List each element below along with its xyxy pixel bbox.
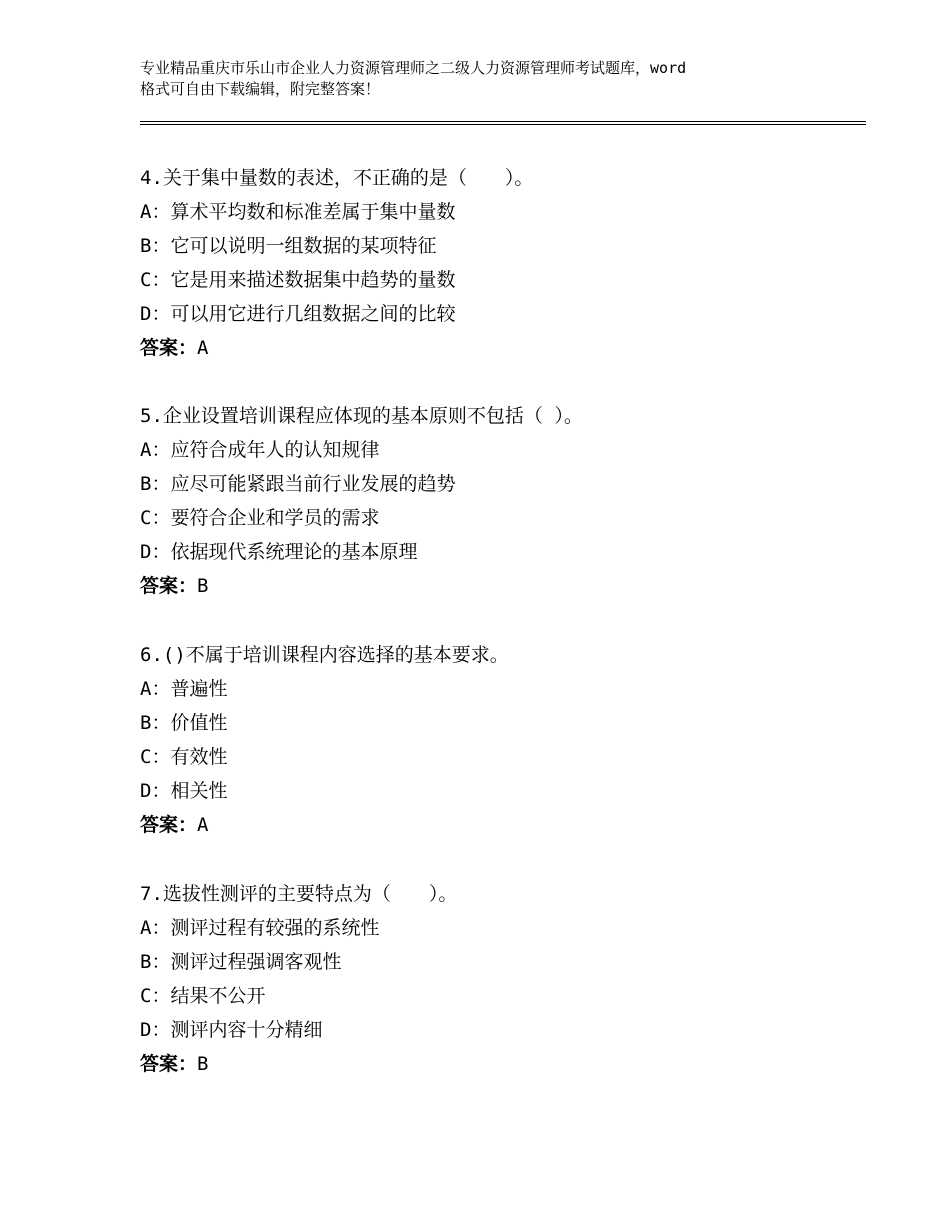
header-line-2: 格式可自由下载编辑，附完整答案！	[140, 80, 381, 98]
question-stem: 7.选拔性测评的主要特点为（ ）。	[140, 883, 458, 905]
option-b: B：应尽可能紧跟当前行业发展的趋势	[140, 473, 456, 495]
option-a: A：算术平均数和标准差属于集中量数	[140, 201, 456, 223]
option-d: D：可以用它进行几组数据之间的比较	[140, 303, 456, 325]
question-5	[140, 399, 866, 603]
header-divider-top	[140, 121, 866, 122]
answer-label: 答案：	[140, 575, 198, 597]
answer-value: A	[197, 814, 209, 836]
answer-line	[140, 569, 866, 603]
answer-value: A	[197, 337, 209, 359]
question-7	[140, 877, 866, 1081]
question-stem: 4.关于集中量数的表述，不正确的是（ ）。	[140, 167, 534, 189]
header-line-1: 专业精品重庆市乐山市企业人力资源管理师之二级人力资源管理师考试题库，word	[140, 59, 687, 77]
question-4	[140, 161, 866, 365]
option-b: B：它可以说明一组数据的某项特征	[140, 235, 437, 257]
option-d: D：相关性	[140, 780, 228, 802]
answer-value: B	[197, 1053, 209, 1075]
answer-label: 答案：	[140, 1053, 198, 1075]
option-a: A：普遍性	[140, 678, 228, 700]
option-a: A：测评过程有较强的系统性	[140, 917, 380, 939]
option-c: C：有效性	[140, 746, 228, 768]
option-b: B：测评过程强调客观性	[140, 951, 342, 973]
answer-value: B	[197, 575, 209, 597]
option-c: C：结果不公开	[140, 985, 266, 1007]
option-a: A：应符合成年人的认知规律	[140, 439, 380, 461]
header-divider-bottom	[140, 124, 866, 125]
document-header	[140, 58, 840, 100]
option-d: D：测评内容十分精细	[140, 1019, 323, 1041]
option-c: C：它是用来描述数据集中趋势的量数	[140, 269, 456, 291]
answer-line	[140, 1047, 866, 1081]
answer-line	[140, 808, 866, 842]
option-d: D：依据现代系统理论的基本原理	[140, 541, 418, 563]
option-c: C：要符合企业和学员的需求	[140, 507, 380, 529]
question-stem: 5.企业设置培训课程应体现的基本原则不包括（ ）。	[140, 405, 583, 427]
answer-line	[140, 331, 866, 365]
answer-label: 答案：	[140, 814, 198, 836]
question-6	[140, 638, 866, 842]
answer-label: 答案：	[140, 337, 198, 359]
question-stem: 6.()不属于培训课程内容选择的基本要求。	[140, 644, 509, 666]
option-b: B：价值性	[140, 712, 228, 734]
